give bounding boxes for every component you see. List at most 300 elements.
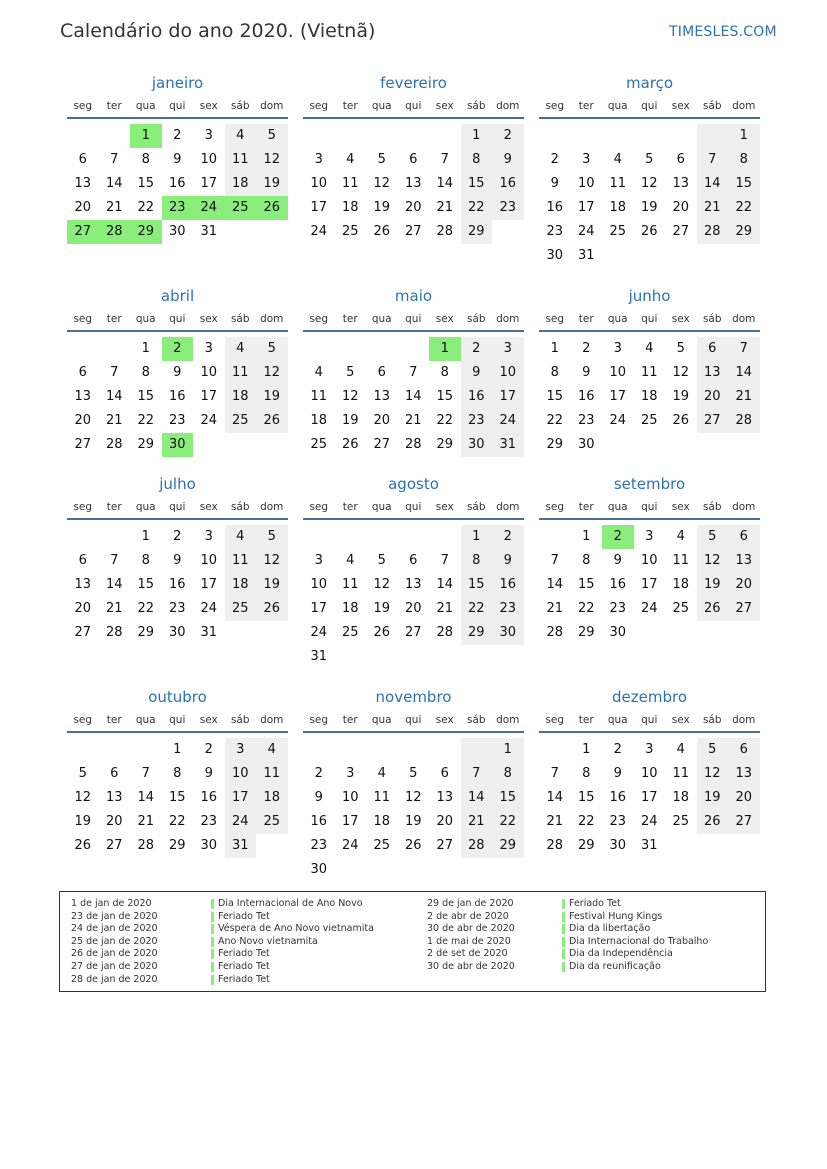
day-cell: 18 xyxy=(341,200,359,215)
weekday-label: seg xyxy=(545,501,565,513)
weekday-label: sex xyxy=(199,501,218,513)
weekday-label: ter xyxy=(578,501,594,513)
day-cell: 19 xyxy=(74,814,92,829)
legend-holiday-name: Dia Internacional de Ano Novo xyxy=(218,898,363,909)
weekday-label: ter xyxy=(578,714,594,726)
weekday-label: qui xyxy=(405,313,422,325)
weekday-label: sex xyxy=(435,313,454,325)
day-cell: 25 xyxy=(672,814,690,829)
day-cell: 19 xyxy=(256,172,288,196)
day-cell: 27 xyxy=(697,409,729,433)
day-cell: 26 xyxy=(373,224,391,239)
month-name: março xyxy=(625,74,674,92)
holiday-marker xyxy=(562,962,565,972)
day-cell: 16 xyxy=(461,385,493,409)
legend-holiday-name: Feriado Tet xyxy=(569,898,621,909)
day-cell: 31 xyxy=(200,224,218,239)
day-cell: 11 xyxy=(609,176,627,191)
day-cell: 11 xyxy=(672,553,690,568)
day-cell: 16 xyxy=(168,389,186,404)
day-cell: 16 xyxy=(546,200,564,215)
holiday-legend xyxy=(59,891,766,992)
day-cell: 29 xyxy=(168,838,186,853)
day-cell: 24 xyxy=(640,814,658,829)
legend-date: 28 de jan de 2020 xyxy=(71,973,158,985)
day-cell: 27 xyxy=(436,838,454,853)
day-cell: 22 xyxy=(461,597,493,621)
weekday-label: sáb xyxy=(230,100,250,112)
holiday-day: 2 xyxy=(602,525,634,549)
day-cell: 29 xyxy=(728,220,760,244)
day-cell: 6 xyxy=(697,337,729,361)
day-cell: 18 xyxy=(373,814,391,829)
day-cell: 2 xyxy=(613,742,622,757)
weekday-label: sex xyxy=(199,100,218,112)
day-cell: 1 xyxy=(141,529,150,544)
day-cell: 19 xyxy=(373,601,391,616)
day-cell: 15 xyxy=(577,790,595,805)
day-cell: 23 xyxy=(609,814,627,829)
day-cell: 1 xyxy=(550,341,559,356)
weekday-label: qua xyxy=(607,100,628,112)
day-cell: 15 xyxy=(577,577,595,592)
weekday-label: sáb xyxy=(466,714,486,726)
weekday-label: ter xyxy=(342,714,358,726)
day-cell: 27 xyxy=(74,625,92,640)
day-cell: 14 xyxy=(105,577,123,592)
weekday-label: qua xyxy=(135,714,156,726)
day-cell: 7 xyxy=(697,148,729,172)
day-cell: 14 xyxy=(105,176,123,191)
day-cell: 23 xyxy=(577,413,595,428)
day-cell: 12 xyxy=(373,176,391,191)
day-cell: 11 xyxy=(225,361,257,385)
header-rule xyxy=(303,330,524,332)
day-cell: 21 xyxy=(697,196,729,220)
day-cell: 19 xyxy=(672,389,690,404)
weekday-label: qui xyxy=(405,501,422,513)
weekday-label: sex xyxy=(671,100,690,112)
holiday-day: 1 xyxy=(130,124,162,148)
weekday-label: dom xyxy=(260,100,284,112)
day-cell: 2 xyxy=(461,337,493,361)
day-cell: 15 xyxy=(436,389,454,404)
header-rule xyxy=(539,117,760,119)
day-cell: 12 xyxy=(404,790,422,805)
day-cell: 30 xyxy=(609,838,627,853)
weekday-label: sáb xyxy=(702,313,722,325)
weekday-header xyxy=(67,501,288,515)
weekday-label: sex xyxy=(671,501,690,513)
day-cell: 9 xyxy=(173,365,182,380)
day-cell: 25 xyxy=(341,625,359,640)
day-cell: 22 xyxy=(168,814,186,829)
day-cell: 8 xyxy=(141,553,150,568)
weekday-label: sáb xyxy=(466,501,486,513)
day-cell: 18 xyxy=(672,577,690,592)
legend-holiday-name: Feriado Tet xyxy=(218,973,270,985)
day-cell: 20 xyxy=(74,601,92,616)
holiday-marker xyxy=(562,899,565,909)
weekday-label: sex xyxy=(199,313,218,325)
day-cell: 13 xyxy=(672,176,690,191)
day-cell: 19 xyxy=(697,786,729,810)
day-cell: 23 xyxy=(168,413,186,428)
day-cell: 13 xyxy=(436,790,454,805)
day-cell: 1 xyxy=(492,738,524,762)
holiday-marker xyxy=(211,912,214,922)
day-cell: 10 xyxy=(200,152,218,167)
day-cell: 11 xyxy=(341,176,359,191)
day-cell: 12 xyxy=(697,762,729,786)
day-cell: 3 xyxy=(582,152,591,167)
day-cell: 14 xyxy=(728,361,760,385)
day-cell: 3 xyxy=(346,766,355,781)
legend-date: 24 de jan de 2020 xyxy=(71,923,158,935)
day-cell: 17 xyxy=(200,389,218,404)
day-cell: 5 xyxy=(346,365,355,380)
day-cell: 2 xyxy=(173,529,182,544)
day-cell: 19 xyxy=(373,200,391,215)
day-cell: 28 xyxy=(697,220,729,244)
day-cell: 29 xyxy=(461,621,493,645)
legend-date: 25 de jan de 2020 xyxy=(71,935,158,947)
weekday-label: qui xyxy=(641,501,658,513)
day-cell: 2 xyxy=(492,124,524,148)
day-cell: 2 xyxy=(314,766,323,781)
weekday-header xyxy=(539,714,760,728)
day-cell: 5 xyxy=(697,738,729,762)
day-cell: 11 xyxy=(672,766,690,781)
day-cell: 29 xyxy=(492,834,524,858)
day-cell: 16 xyxy=(609,577,627,592)
day-cell: 21 xyxy=(546,601,564,616)
weekday-label: qua xyxy=(135,313,156,325)
weekday-label: qua xyxy=(607,501,628,513)
day-cell: 8 xyxy=(461,549,493,573)
day-cell: 28 xyxy=(105,437,123,452)
legend-holiday-name: Festival Hung Kings xyxy=(569,910,663,922)
day-cell: 31 xyxy=(310,649,328,664)
day-cell: 7 xyxy=(550,553,559,568)
day-cell: 11 xyxy=(225,148,257,172)
weekday-header xyxy=(539,100,760,114)
day-cell: 28 xyxy=(461,834,493,858)
day-cell: 4 xyxy=(225,525,257,549)
day-cell: 29 xyxy=(546,437,564,452)
day-cell: 9 xyxy=(461,361,493,385)
day-cell: 11 xyxy=(640,365,658,380)
weekday-label: qua xyxy=(607,714,628,726)
day-cell: 4 xyxy=(613,152,622,167)
legend-holiday-name: Ano Novo vietnamita xyxy=(218,935,318,947)
day-cell: 1 xyxy=(141,341,150,356)
day-cell: 27 xyxy=(728,810,760,834)
day-cell: 15 xyxy=(137,176,155,191)
day-cell: 5 xyxy=(645,152,654,167)
day-cell: 2 xyxy=(550,152,559,167)
day-cell: 27 xyxy=(74,437,92,452)
day-cell: 6 xyxy=(78,553,87,568)
day-cell: 20 xyxy=(105,814,123,829)
day-cell: 10 xyxy=(492,361,524,385)
day-cell: 6 xyxy=(728,525,760,549)
day-cell: 12 xyxy=(256,549,288,573)
day-cell: 18 xyxy=(256,786,288,810)
day-cell: 22 xyxy=(577,601,595,616)
holiday-day: 2 xyxy=(162,337,194,361)
day-cell: 11 xyxy=(225,549,257,573)
month-name: setembro xyxy=(613,475,686,493)
day-cell: 20 xyxy=(74,200,92,215)
day-cell: 6 xyxy=(78,365,87,380)
day-cell: 31 xyxy=(200,625,218,640)
day-cell: 26 xyxy=(672,413,690,428)
holiday-day: 29 xyxy=(130,220,162,244)
day-cell: 2 xyxy=(492,525,524,549)
day-cell: 26 xyxy=(256,597,288,621)
day-cell: 6 xyxy=(377,365,386,380)
day-cell: 5 xyxy=(676,341,685,356)
weekday-header xyxy=(303,100,524,114)
day-cell: 28 xyxy=(105,625,123,640)
day-cell: 27 xyxy=(672,224,690,239)
weekday-label: seg xyxy=(73,501,93,513)
day-cell: 12 xyxy=(640,176,658,191)
day-cell: 30 xyxy=(492,621,524,645)
day-cell: 20 xyxy=(436,814,454,829)
day-cell: 29 xyxy=(577,625,595,640)
weekday-label: dom xyxy=(732,313,756,325)
weekday-label: sex xyxy=(435,501,454,513)
day-cell: 17 xyxy=(640,790,658,805)
weekday-header xyxy=(303,313,524,327)
day-cell: 30 xyxy=(546,248,564,263)
day-cell: 7 xyxy=(110,553,119,568)
weekday-header xyxy=(67,100,288,114)
day-cell: 26 xyxy=(404,838,422,853)
weekday-label: ter xyxy=(342,313,358,325)
day-cell: 14 xyxy=(461,786,493,810)
day-cell: 9 xyxy=(173,553,182,568)
day-cell: 6 xyxy=(728,738,760,762)
holiday-marker xyxy=(211,924,214,934)
day-cell: 21 xyxy=(546,814,564,829)
weekday-header xyxy=(67,313,288,327)
day-cell: 8 xyxy=(492,762,524,786)
day-cell: 23 xyxy=(492,597,524,621)
legend-holiday-name: Feriado Tet xyxy=(218,948,270,960)
day-cell: 20 xyxy=(404,200,422,215)
month-name: novembro xyxy=(375,688,452,706)
day-cell: 9 xyxy=(492,148,524,172)
day-cell: 31 xyxy=(640,838,658,853)
holiday-marker xyxy=(211,949,214,959)
day-cell: 8 xyxy=(582,766,591,781)
day-cell: 7 xyxy=(141,766,150,781)
day-cell: 15 xyxy=(168,790,186,805)
day-cell: 23 xyxy=(200,814,218,829)
day-cell: 4 xyxy=(256,738,288,762)
weekday-label: seg xyxy=(309,714,329,726)
day-cell: 6 xyxy=(409,553,418,568)
day-cell: 23 xyxy=(609,601,627,616)
day-cell: 18 xyxy=(640,389,658,404)
month-name: fevereiro xyxy=(380,74,447,92)
weekend-slot xyxy=(697,124,729,148)
day-cell: 14 xyxy=(546,577,564,592)
weekday-label: qui xyxy=(169,313,186,325)
day-cell: 20 xyxy=(74,413,92,428)
weekday-label: seg xyxy=(545,313,565,325)
day-cell: 26 xyxy=(697,810,729,834)
day-cell: 17 xyxy=(225,786,257,810)
legend-holiday-name: Feriado Tet xyxy=(218,910,270,922)
day-cell: 23 xyxy=(546,224,564,239)
month-name: agosto xyxy=(388,475,439,493)
day-cell: 23 xyxy=(168,601,186,616)
day-cell: 28 xyxy=(137,838,155,853)
day-cell: 27 xyxy=(404,224,422,239)
day-cell: 18 xyxy=(225,172,257,196)
day-cell: 21 xyxy=(436,601,454,616)
day-cell: 13 xyxy=(74,176,92,191)
day-cell: 10 xyxy=(577,176,595,191)
day-cell: 7 xyxy=(461,762,493,786)
day-cell: 3 xyxy=(314,152,323,167)
day-cell: 5 xyxy=(78,766,87,781)
day-cell: 16 xyxy=(609,790,627,805)
day-cell: 7 xyxy=(440,553,449,568)
day-cell: 21 xyxy=(137,814,155,829)
weekday-label: sáb xyxy=(702,501,722,513)
day-cell: 29 xyxy=(137,437,155,452)
day-cell: 25 xyxy=(640,413,658,428)
day-cell: 30 xyxy=(168,625,186,640)
day-cell: 28 xyxy=(546,625,564,640)
site-link[interactable]: TIMESLES.COM xyxy=(669,24,777,40)
day-cell: 29 xyxy=(461,220,493,244)
day-cell: 3 xyxy=(204,529,213,544)
weekday-label: sáb xyxy=(466,313,486,325)
day-cell: 19 xyxy=(697,573,729,597)
holiday-marker xyxy=(211,962,214,972)
day-cell: 12 xyxy=(256,361,288,385)
weekday-label: qua xyxy=(371,714,392,726)
day-cell: 25 xyxy=(225,409,257,433)
day-cell: 24 xyxy=(310,224,328,239)
header-rule xyxy=(539,731,760,733)
weekday-label: qui xyxy=(641,313,658,325)
day-cell: 24 xyxy=(640,601,658,616)
day-cell: 16 xyxy=(492,172,524,196)
day-cell: 13 xyxy=(373,389,391,404)
day-cell: 30 xyxy=(577,437,595,452)
day-cell: 20 xyxy=(404,601,422,616)
day-cell: 7 xyxy=(110,365,119,380)
day-cell: 17 xyxy=(310,601,328,616)
day-cell: 8 xyxy=(550,365,559,380)
day-cell: 1 xyxy=(582,742,591,757)
day-cell: 9 xyxy=(314,790,323,805)
day-cell: 24 xyxy=(200,413,218,428)
day-cell: 22 xyxy=(436,413,454,428)
day-cell: 13 xyxy=(404,176,422,191)
day-cell: 10 xyxy=(310,577,328,592)
day-cell: 18 xyxy=(225,385,257,409)
day-cell: 24 xyxy=(200,601,218,616)
day-cell: 9 xyxy=(582,365,591,380)
weekday-label: dom xyxy=(732,100,756,112)
weekday-label: seg xyxy=(545,714,565,726)
day-cell: 9 xyxy=(550,176,559,191)
day-cell: 31 xyxy=(492,433,524,457)
day-cell: 5 xyxy=(377,553,386,568)
weekday-header xyxy=(539,313,760,327)
day-cell: 16 xyxy=(310,814,328,829)
weekday-label: seg xyxy=(545,100,565,112)
weekend-slot xyxy=(461,738,493,762)
weekday-label: sáb xyxy=(702,714,722,726)
day-cell: 8 xyxy=(440,365,449,380)
legend-date: 27 de jan de 2020 xyxy=(71,961,158,972)
day-cell: 15 xyxy=(546,389,564,404)
weekday-label: dom xyxy=(260,313,284,325)
day-cell: 19 xyxy=(640,200,658,215)
weekday-header xyxy=(539,501,760,515)
holiday-day: 23 xyxy=(162,196,194,220)
day-cell: 14 xyxy=(137,790,155,805)
day-cell: 13 xyxy=(105,790,123,805)
holiday-marker xyxy=(562,949,565,959)
weekday-label: dom xyxy=(496,100,520,112)
day-cell: 18 xyxy=(310,413,328,428)
day-cell: 15 xyxy=(492,786,524,810)
weekday-label: dom xyxy=(496,714,520,726)
day-cell: 20 xyxy=(728,786,760,810)
day-cell: 4 xyxy=(346,553,355,568)
day-cell: 4 xyxy=(225,337,257,361)
weekday-label: sáb xyxy=(466,100,486,112)
weekday-label: qua xyxy=(135,501,156,513)
weekday-label: ter xyxy=(106,714,122,726)
header-rule xyxy=(303,117,524,119)
legend-date: 2 de abr de 2020 xyxy=(427,910,509,922)
day-cell: 5 xyxy=(697,525,729,549)
day-cell: 24 xyxy=(492,409,524,433)
day-cell: 22 xyxy=(137,601,155,616)
day-cell: 13 xyxy=(728,762,760,786)
weekday-label: dom xyxy=(496,313,520,325)
weekday-label: qui xyxy=(169,100,186,112)
day-cell: 17 xyxy=(609,389,627,404)
day-cell: 6 xyxy=(676,152,685,167)
day-cell: 3 xyxy=(645,742,654,757)
day-cell: 20 xyxy=(672,200,690,215)
day-cell: 10 xyxy=(225,762,257,786)
day-cell: 14 xyxy=(404,389,422,404)
day-cell: 11 xyxy=(341,577,359,592)
day-cell: 24 xyxy=(341,838,359,853)
day-cell: 17 xyxy=(492,385,524,409)
day-cell: 10 xyxy=(200,365,218,380)
weekday-label: dom xyxy=(732,714,756,726)
weekday-label: ter xyxy=(342,100,358,112)
day-cell: 16 xyxy=(577,389,595,404)
weekday-label: ter xyxy=(578,313,594,325)
day-cell: 14 xyxy=(436,176,454,191)
day-cell: 22 xyxy=(577,814,595,829)
